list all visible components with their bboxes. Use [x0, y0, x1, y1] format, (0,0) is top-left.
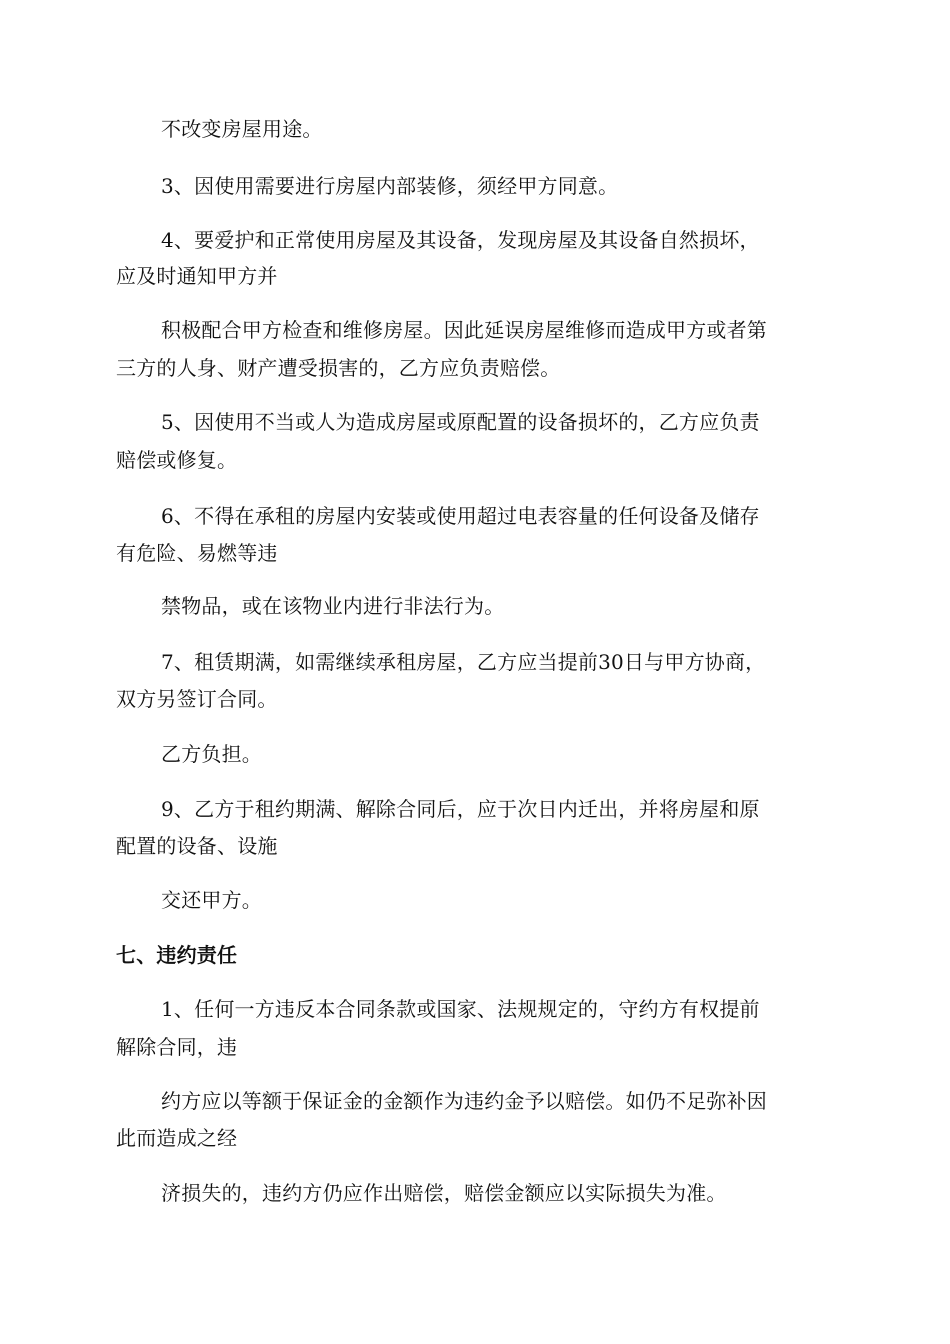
text-line: 不改变房屋用途。: [161, 117, 323, 141]
text-line: 交还甲方。: [161, 888, 262, 912]
text-line: 济损失的，违约方仍应作出赔偿，赔偿金额应以实际损失为准。: [161, 1181, 727, 1205]
text-line: 约方应以等额于保证金的金额作为违约金予以赔偿。如仍不足弥补因: [161, 1089, 767, 1113]
text-line: 1、任何一方违反本合同条款或国家、法规规定的，守约方有权提前: [161, 997, 760, 1021]
text-line: 6、不得在承租的房屋内安装或使用超过电表容量的任何设备及储存: [161, 504, 760, 528]
section-heading: 七、违约责任: [116, 943, 238, 967]
text-line: 三方的人身、财产遭受损害的，乙方应负责赔偿。: [116, 356, 561, 380]
text-line: 双方另签订合同。: [116, 687, 278, 711]
text-line: 禁物品，或在该物业内进行非法行为。: [161, 594, 505, 618]
text-line: 5、因使用不当或人为造成房屋或原配置的设备损坏的，乙方应负责: [161, 410, 760, 434]
text-line: 积极配合甲方检查和维修房屋。因此延误房屋维修而造成甲方或者第: [161, 318, 767, 342]
text-line: 9、乙方于租约期满、解除合同后，应于次日内迁出，并将房屋和原: [161, 797, 760, 821]
text-line: 解除合同，违: [116, 1035, 238, 1059]
text-line: 4、要爱护和正常使用房屋及其设备，发现房屋及其设备自然损坏，: [161, 228, 760, 252]
text-line: 配置的设备、设施: [116, 834, 278, 858]
text-line: 此而造成之经: [116, 1126, 238, 1150]
text-line: 有危险、易燃等违: [116, 541, 278, 565]
text-line: 赔偿或修复。: [116, 448, 238, 472]
text-line: 应及时通知甲方并: [116, 264, 278, 288]
text-line: 3、因使用需要进行房屋内部装修，须经甲方同意。: [161, 174, 619, 198]
text-line: 7、租赁期满，如需继续承租房屋，乙方应当提前30日与甲方协商，: [161, 650, 766, 674]
text-line: 乙方负担。: [161, 742, 262, 766]
